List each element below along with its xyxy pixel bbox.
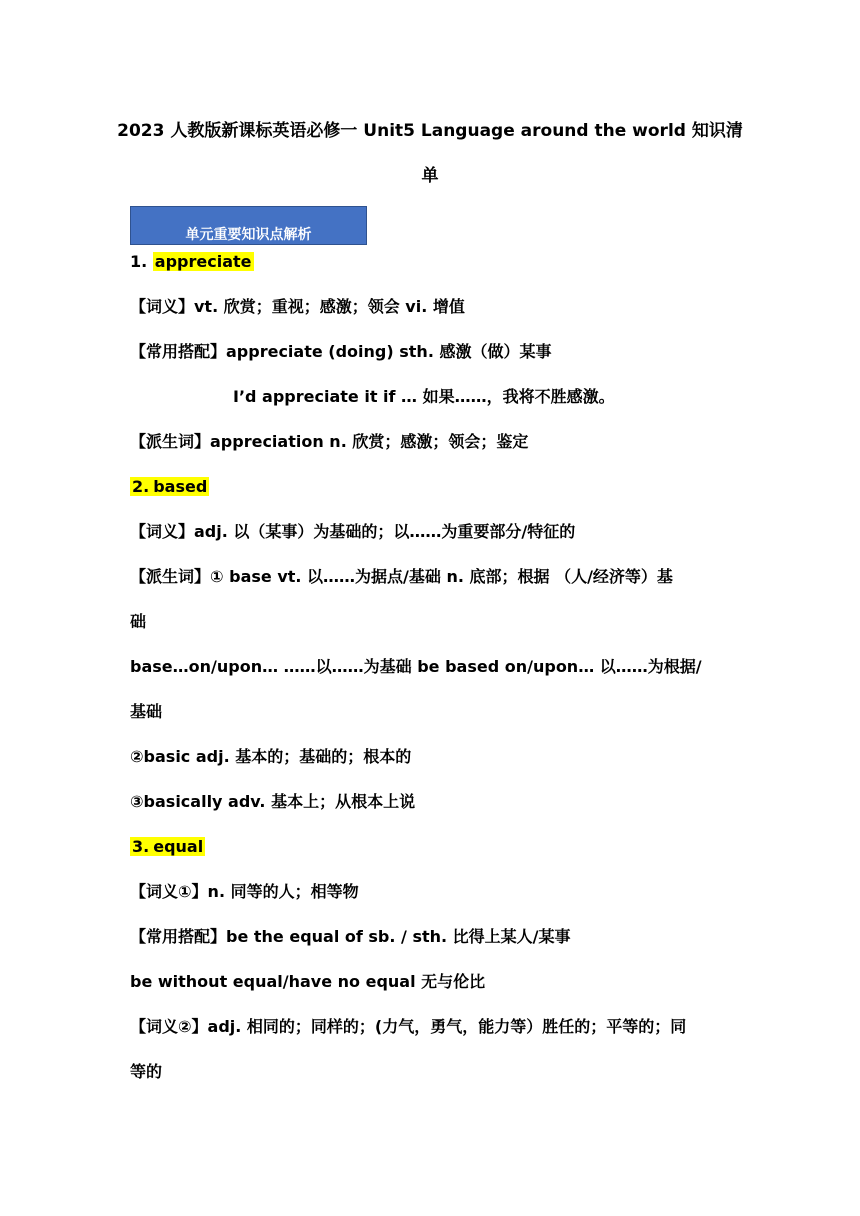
entry-1-meaning: 【词义】vt. 欣赏；重视；感激；领会 vi. 增值 bbox=[130, 297, 465, 316]
entry-3-number: 3. bbox=[132, 837, 150, 856]
entry-2-phrase-line-1: base…on/upon… ……以……为基础 be based on/upon… 以……为根据/ bbox=[130, 657, 702, 676]
entry-3-usage: 【常用搭配】be the equal of sb. / sth. 比得上某人/某事 bbox=[130, 927, 571, 946]
entry-3-meaning-2-line-2: 等的 bbox=[130, 1062, 163, 1081]
entry-2-basically: ③basically adv. 基本上；从根本上说 bbox=[130, 792, 416, 811]
entry-2-number: 2. bbox=[132, 477, 150, 496]
entry-2-heading bbox=[130, 476, 209, 498]
entry-1-number: 1. bbox=[130, 252, 148, 271]
entry-2-derived-line-2: 础 bbox=[130, 612, 147, 631]
entry-3-heading bbox=[130, 836, 205, 858]
document-title-line-1: 2023 人教版新课标英语必修一 Unit5 Language around the world 知识清 bbox=[117, 121, 743, 141]
entry-3-meaning-2-line-1: 【词义②】adj. 相同的；同样的；(力气，勇气，能力等）胜任的；平等的；同 bbox=[130, 1017, 687, 1036]
entry-1-derived: 【派生词】appreciation n. 欣赏；感激；领会；鉴定 bbox=[130, 432, 529, 451]
section-banner-label: 单元重要知识点解析 bbox=[185, 227, 312, 243]
entry-2-word: based bbox=[153, 477, 208, 496]
entry-2-phrase-line-2: 基础 bbox=[130, 702, 163, 721]
entry-3-word: equal bbox=[153, 837, 204, 856]
entry-2-basic: ②basic adj. 基本的；基础的；根本的 bbox=[130, 747, 412, 766]
entry-3-meaning-1: 【词义①】n. 同等的人；相等物 bbox=[130, 882, 359, 901]
document-title-line-2: 单 bbox=[421, 166, 439, 186]
entry-1-usage-example: I’d appreciate it if … 如果……，我将不胜感激。 bbox=[233, 387, 615, 406]
entry-2-derived-line-1: 【派生词】① base vt. 以……为据点/基础 n. 底部；根据 （人/经济等）基 bbox=[130, 567, 673, 586]
section-banner bbox=[130, 206, 367, 245]
entry-1-word: appreciate bbox=[154, 252, 252, 271]
entry-1-usage: 【常用搭配】appreciate (doing) sth. 感激（做）某事 bbox=[130, 342, 552, 361]
entry-2-meaning: 【词义】adj. 以（某事）为基础的；以……为重要部分/特征的 bbox=[130, 522, 576, 541]
entry-3-phrase: be without equal/have no equal 无与伦比 bbox=[130, 972, 486, 991]
entry-1-heading bbox=[130, 251, 254, 273]
